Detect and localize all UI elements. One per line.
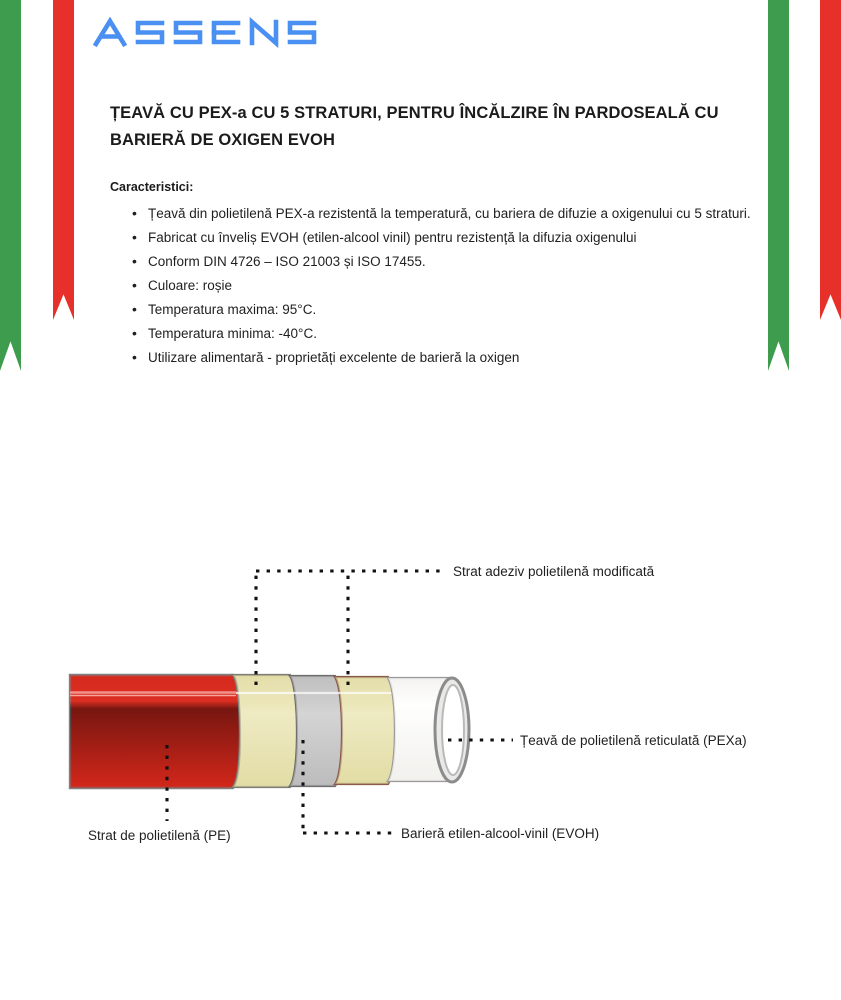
pipe-layer-adhesive-2 (335, 677, 395, 784)
label-pe-outer: Strat de polietilenă (PE) (88, 828, 231, 843)
flag-ribbon-green-left (0, 0, 21, 371)
list-item: • Culoare: roșie (148, 274, 788, 298)
list-item: • Fabricat cu înveliș EVOH (etilen-alcool vinil) pentru rezistență la difuzia oxigenului (148, 226, 788, 250)
pipe-layer-pexa-core (388, 678, 469, 782)
list-item: • Temperatura maxima: 95°C. (148, 298, 788, 322)
pipe-layer-evoh (290, 676, 342, 786)
label-adhesive: Strat adeziv polietilenă modificată (453, 564, 655, 579)
features-heading: Caracteristici: (110, 180, 194, 194)
pipe-layer-pe-outer (70, 675, 240, 788)
pipe-graphic (70, 675, 469, 788)
list-item: • Țeavă din polietilenă PEX-a rezistentă la temperatură, cu bariera de difuzie a oxigenului cu 5 straturi. (148, 202, 788, 226)
list-item: • Conform DIN 4726 – ISO 21003 și ISO 17455. (148, 250, 788, 274)
flag-ribbon-red-right (820, 0, 841, 320)
pipe-cutaway-diagram (0, 540, 841, 870)
features-list (126, 202, 788, 370)
label-pex-core: Țeavă de polietilenă reticulată (PEXa) (520, 733, 747, 748)
label-evoh: Barieră etilen-alcool-vinil (EVOH) (401, 826, 600, 841)
pipe-layer-adhesive-1 (233, 675, 297, 787)
list-item: • Utilizare alimentară - proprietăți excelente de barieră la oxigen (148, 346, 788, 370)
page-title: ȚEAVĂ CU PEX-a CU 5 STRATURI, PENTRU ÎNCĂLZIRE ÎN PARDOSEALĂ CU BARIERĂ DE OXIGEN EVOH (110, 104, 719, 149)
flag-ribbon-red-left (53, 0, 74, 320)
assens-logo (92, 12, 352, 56)
assens-logotype-icon (92, 12, 352, 56)
leader-adhesive (256, 571, 441, 685)
list-item: • Temperatura minima: -40°C. (148, 322, 788, 346)
